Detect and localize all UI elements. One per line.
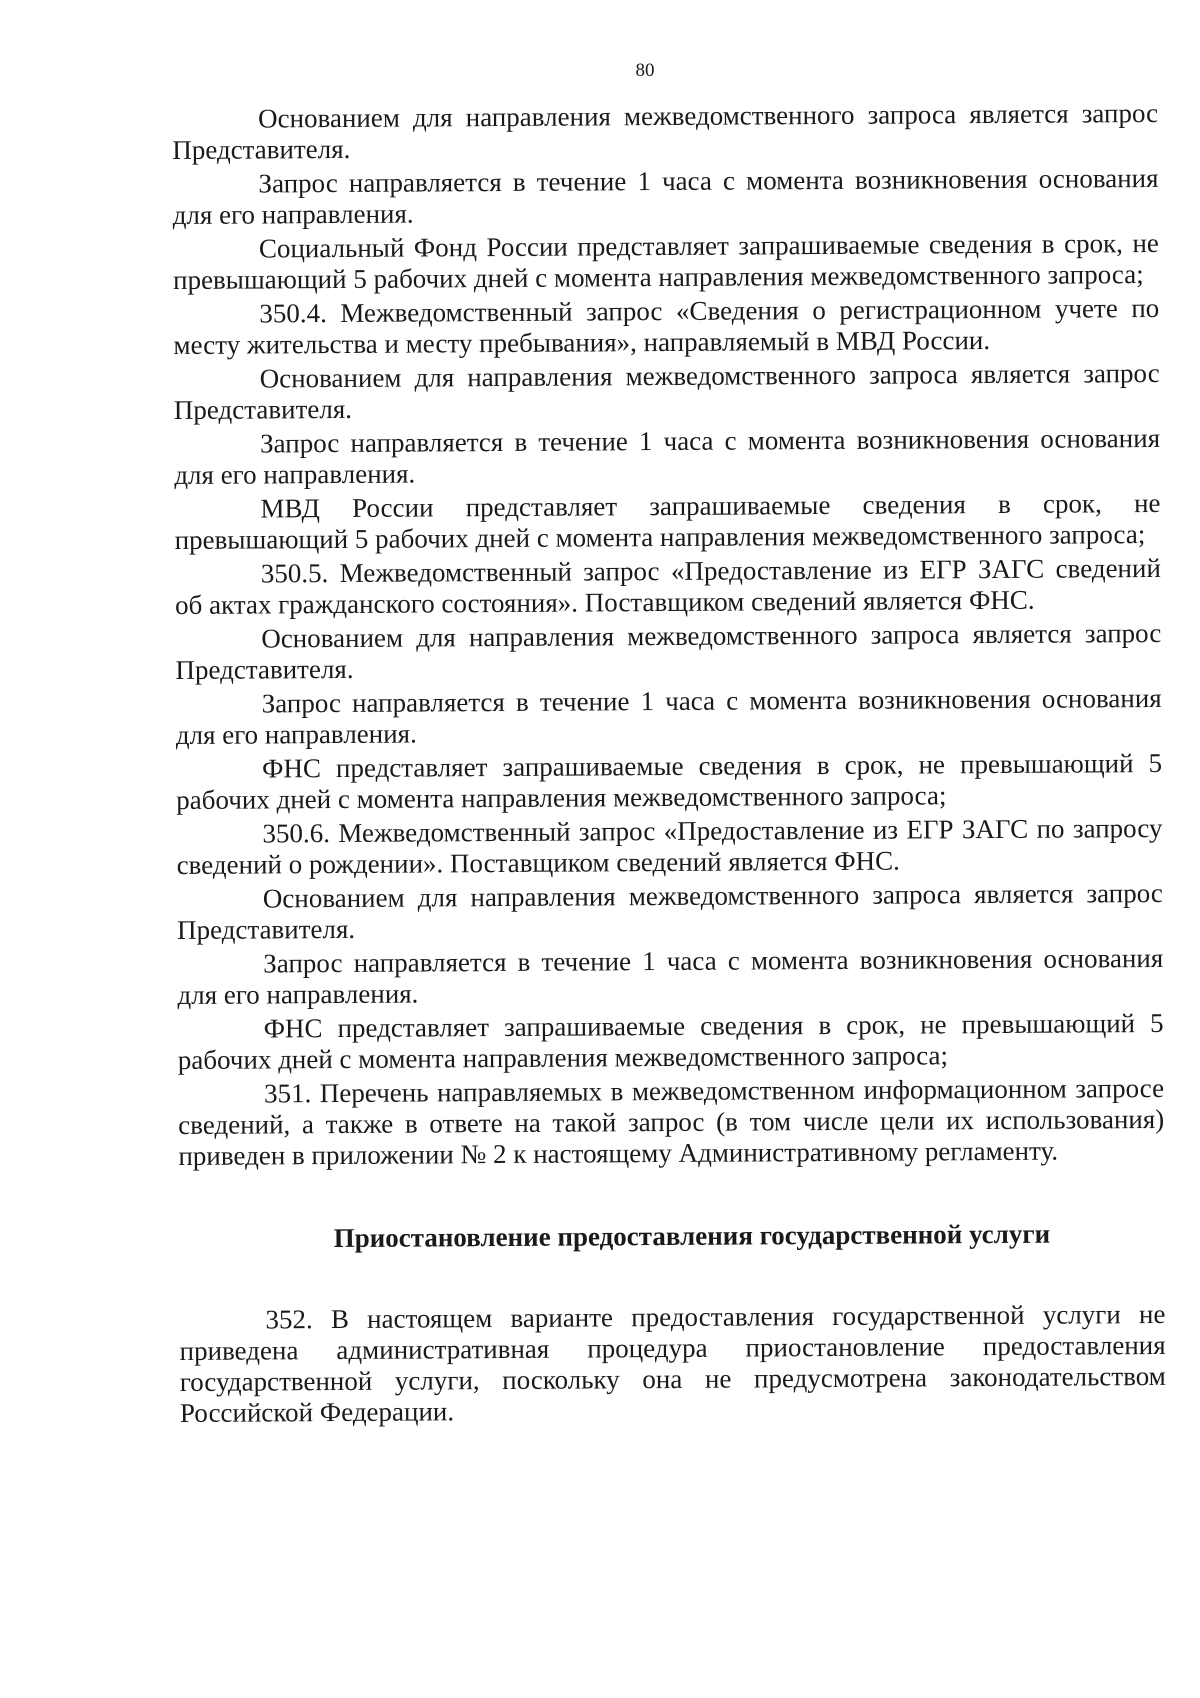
paragraph: Основанием для направления межведомственного запроса является запрос Представителя. — [173, 357, 1160, 425]
document-body — [172, 98, 1166, 1432]
paragraph: 350.6. Межведомственный запрос «Предоставление из ЕГР ЗАГС по запросу сведений о рождении». Поставщиком сведений является ФНС. — [176, 812, 1163, 880]
paragraph: Запрос направляется в течение 1 часа с момента возникновения основания для его направления. — [172, 162, 1159, 230]
page-number: 80 — [635, 60, 655, 81]
paragraph: 350.5. Межведомственный запрос «Предоставление из ЕГР ЗАГС сведений об актах гражданского состояния». Поставщиком сведений является ФНС. — [174, 552, 1161, 620]
paragraph: 351. Перечень направляемых в межведомственном информационном запросе сведений, а также в ответе на такой запрос (в том числе цели их использования) приведен в приложении № 2 к настоящему Административному регламенту. — [178, 1072, 1165, 1171]
paragraph: Запрос направляется в течение 1 часа с момента возникновения основания для его направления. — [175, 682, 1162, 750]
paragraph: 352. В настоящем варианте предоставления государственной услуги не приведена административная процедура приостановление предоставления государственной услуги, поскольку она не предусмотрена законодательством Российской Федерации. — [179, 1298, 1166, 1428]
paragraph: ФНС представляет запрашиваемые сведения в срок, не превышающий 5 рабочих дней с момента направления межведомственного запроса; — [176, 747, 1163, 815]
paragraph: ФНС представляет запрашиваемые сведения в срок, не превышающий 5 рабочих дней с момента направления межведомственного запроса; — [177, 1007, 1164, 1075]
paragraph: Запрос направляется в течение 1 часа с момента возникновения основания для его направления. — [177, 942, 1164, 1010]
paragraph: Основанием для направления межведомственного запроса является запрос Представителя. — [176, 877, 1163, 945]
paragraph: Основанием для направления межведомственного запроса является запрос Представителя. — [172, 97, 1159, 165]
paragraph: Основанием для направления межведомственного запроса является запрос Представителя. — [175, 617, 1162, 685]
section-heading: Приостановление предоставления государственной услуги — [333, 1218, 1051, 1254]
paragraph: Социальный Фонд России представляет запрашиваемые сведения в срок, не превышающий 5 рабочих дней с момента направления межведомственного запроса; — [172, 227, 1159, 295]
paragraph: МВД России представляет запрашиваемые сведения в срок, не превышающий 5 рабочих дней с момента направления межведомственного запроса; — [174, 487, 1161, 555]
paragraph: Запрос направляется в течение 1 часа с момента возникновения основания для его направления. — [174, 422, 1161, 490]
paragraph: 350.4. Межведомственный запрос «Сведения о регистрационном учете по месту жительства и месту пребывания», направляемый в МВД России. — [173, 292, 1160, 360]
